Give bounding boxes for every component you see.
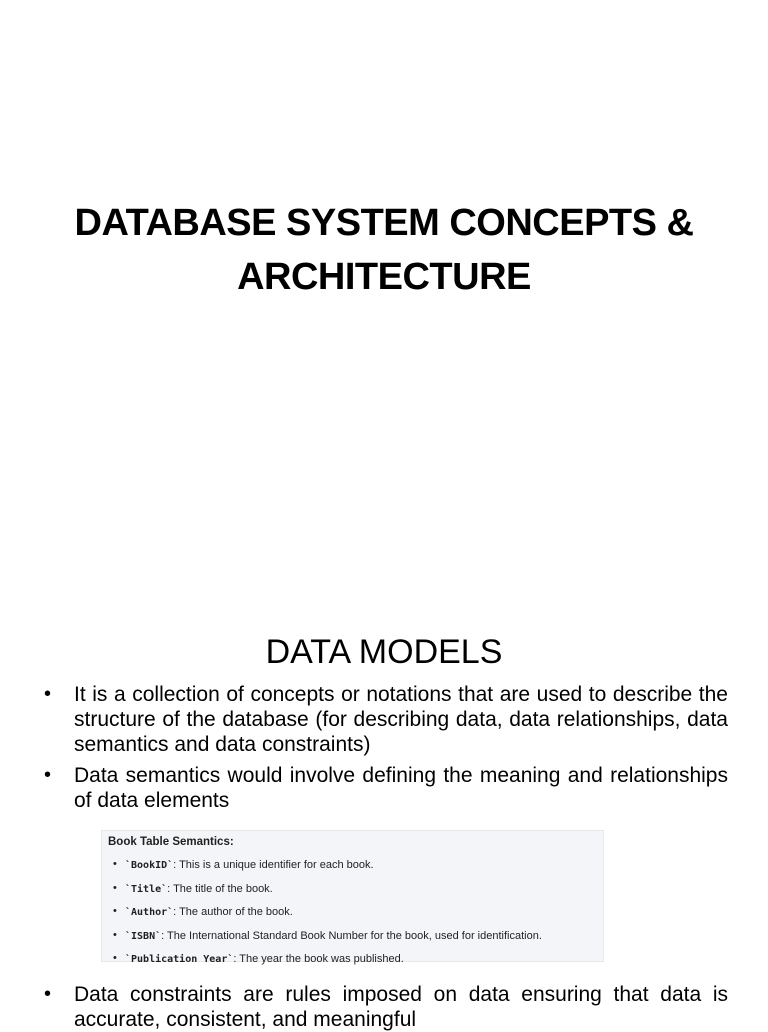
bullet-item: [44, 682, 728, 757]
field-name: `Author`: [125, 907, 174, 918]
bullet-text: Data constraints are rules imposed on data ensuring that data is accurate, consistent, and meaningful: [74, 983, 728, 1031]
bullet-dot-icon: •: [113, 858, 117, 870]
inset-row: [108, 878, 597, 902]
bullet-text: It is a collection of concepts or notations that are used to describe the structure of the database (for describing data, data relationships, data semantics and data constraints): [74, 683, 728, 756]
inset-row: [108, 925, 597, 949]
slide-data-models: [0, 600, 768, 1031]
bullet-item: [44, 763, 728, 813]
inset-row: [108, 901, 597, 925]
field-description: : The International Standard Book Number for the book, used for identification.: [161, 929, 542, 942]
field-description: : The author of the book.: [173, 906, 293, 918]
field-description: : The year the book was published.: [233, 953, 404, 965]
bullet-dot-icon: •: [113, 928, 117, 941]
inset-row: [108, 854, 597, 878]
field-name: `Title`: [125, 883, 168, 895]
bullet-dot-icon: •: [44, 764, 52, 786]
field-description: : The title of the book.: [167, 882, 273, 895]
field-description: : This is a unique identifier for each book.: [173, 859, 374, 871]
bullet-dot-icon: •: [113, 881, 117, 894]
slide-title-heading: [40, 196, 728, 304]
field-name: `ISBN`: [125, 930, 162, 942]
bullet-text: Data semantics would involve defining the meaning and relationships of data elements: [74, 764, 728, 812]
book-table-semantics-screenshot: [101, 830, 604, 965]
field-name: `BookID`: [125, 860, 174, 871]
bullet-dot-icon: •: [113, 905, 117, 917]
bullet-dot-icon: •: [113, 952, 117, 964]
title-line-2: ARCHITECTURE: [237, 256, 531, 298]
bullet-dot-icon: •: [44, 983, 52, 1005]
slide-heading: DATA MODELS: [265, 633, 503, 671]
inset-row: [108, 948, 597, 972]
inset-heading: Book Table Semantics:: [108, 836, 234, 848]
bullet-dot-icon: •: [44, 683, 52, 705]
field-name: `Publication Year`: [125, 954, 234, 965]
title-line-1: DATABASE SYSTEM CONCEPTS &: [74, 202, 694, 244]
bullet-item: [44, 982, 728, 1032]
